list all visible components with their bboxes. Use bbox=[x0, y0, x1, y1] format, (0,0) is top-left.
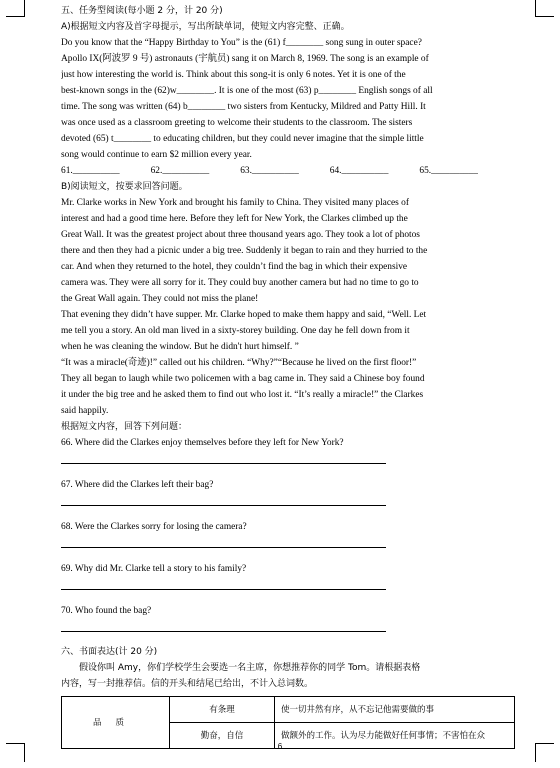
partB-passage bbox=[61, 195, 501, 419]
blank-62[interactable]: 62.__________ bbox=[150, 166, 210, 176]
question-67: 67. Where did the Clarkes left their bag? bbox=[61, 480, 214, 490]
passage-line: Great Wall. It was the greatest project about three thousand years ago. They took a lot of photos bbox=[61, 230, 420, 240]
passage-line: car. And when they returned to the hotel, they couldn’t find the bag in which their expensive bbox=[61, 262, 408, 272]
detail-cell: 做额外的工作。认为尽力能做好任何事情；不害怕在众 bbox=[275, 723, 515, 749]
passage-line: it under the big tree and he asked them to find out who lost it. “It’s really a miracle!” the Clarkes bbox=[61, 390, 424, 400]
question-66: 66. Where did the Clarkes enjoy themselves before they left for New York? bbox=[61, 438, 344, 448]
answer-blanks bbox=[61, 163, 501, 179]
section6-heading: 六、书面表达(计 20 分) bbox=[61, 647, 158, 657]
passage-line: said happily. bbox=[61, 406, 109, 416]
passage-line: devoted (65) t________ to educating children, but they could never imagine that the simple little bbox=[61, 134, 424, 144]
passage-line: when he was cleaning the window. But he didn't hurt himself. ” bbox=[61, 342, 299, 352]
passage-line: the Great Wall again. They could not miss the plane! bbox=[61, 294, 259, 304]
passage-line: They all began to laugh while two policemen with a bag came in. They said a Chinese boy found bbox=[61, 374, 425, 384]
section6-prompt-line: 假设你叫 Amy，你们学校学生会要选一名主席，你想推荐你的同学 Tom。请根据表格 bbox=[79, 663, 421, 673]
answer-line-70[interactable] bbox=[61, 619, 386, 632]
passage-line: there and then they had a picnic under a big tree. Suddenly it began to rain and they hurried to the bbox=[61, 246, 428, 256]
answer-line-67[interactable] bbox=[61, 493, 386, 506]
passage-line: That evening they didn’t have supper. Mr. Clarke hoped to make them happy and said, “Well. Let bbox=[61, 310, 427, 320]
blank-61[interactable]: 61.__________ bbox=[61, 166, 120, 176]
passage-line: me tell you a story. An old man lived in a sixty-storey building. One day he fell down from it bbox=[61, 326, 410, 336]
exam-page bbox=[61, 3, 501, 749]
passage-line: time. The song was written (64) b________ two sisters from Kentucky, Mildred and Patty Hill. It bbox=[61, 102, 426, 112]
partA-passage bbox=[61, 35, 501, 163]
blank-64[interactable]: 64.__________ bbox=[329, 166, 389, 176]
trait-cell: 勤奋，自信 bbox=[170, 723, 275, 749]
detail-cell: 使一切井然有序，从不忘记他需要做的事 bbox=[275, 697, 515, 723]
section6-prompt-line: 内容，写一封推荐信。信的开头和结尾已给出，不计入总词数。 bbox=[61, 679, 314, 689]
passage-line: interest and had a good time here. Before they left for New York, the Clarkes climbed up the bbox=[61, 214, 408, 224]
question-70: 70. Who found the bag? bbox=[61, 606, 152, 616]
answer-line-69[interactable] bbox=[61, 577, 386, 590]
partA-instruction: A)根据短文内容及首字母提示，写出所缺单词，使短文内容完整、正确。 bbox=[61, 22, 350, 32]
quality-label: 品质 bbox=[62, 697, 170, 749]
partB-instruction: B)阅读短文，按要求回答问题。 bbox=[61, 182, 188, 192]
passage-line: best-known songs in the (62)w________. It is one of the most (63) p________ English songs of all bbox=[61, 86, 433, 96]
passage-line: camera was. They were all sorry for it. They could buy another camera but had no time to go to bbox=[61, 278, 419, 288]
passage-line: just how interesting the world is. Think about this song-it is only 6 notes. Yet it is one of the bbox=[61, 70, 406, 80]
trait-cell: 有条理 bbox=[170, 697, 275, 723]
passage-line: Do you know that the “Happy Birthday to You” is the (61) f________ song sung in outer space? bbox=[61, 38, 422, 48]
blank-63[interactable]: 63.__________ bbox=[240, 166, 299, 176]
passage-line: Apollo IX(阿波罗 9 号) astronauts (宇航员) sang it on March 8, 1969. The song is an example of bbox=[61, 54, 429, 64]
crop-mark-top-right bbox=[535, 0, 554, 17]
answer-line-68[interactable] bbox=[61, 535, 386, 548]
answer-line-66[interactable] bbox=[61, 451, 386, 464]
passage-line: was once used as a classroom greeting to welcome their students to the classroom. The sisters bbox=[61, 118, 413, 128]
table-row bbox=[62, 697, 515, 723]
passage-line: song would continue to earn $2 million every year. bbox=[61, 150, 252, 160]
crop-mark-top-left bbox=[6, 0, 25, 17]
passage-line: Mr. Clarke works in New York and brought his family to China. They visited many places of bbox=[61, 198, 409, 208]
questions-instruction: 根据短文内容，回答下列问题： bbox=[61, 422, 188, 432]
section5-heading: 五、任务型阅读(每小题 2 分，计 20 分) bbox=[61, 6, 223, 16]
blank-65[interactable]: 65.__________ bbox=[419, 166, 478, 176]
passage-line: “It was a miracle(奇迹)!” called out his children. “Why?”“Because he lived on the first floor!” bbox=[61, 358, 417, 368]
question-69: 69. Why did Mr. Clarke tell a story to his family? bbox=[61, 564, 247, 574]
page-number: 6 bbox=[277, 742, 283, 751]
question-68: 68. Were the Clarkes sorry for losing the camera? bbox=[61, 522, 247, 532]
